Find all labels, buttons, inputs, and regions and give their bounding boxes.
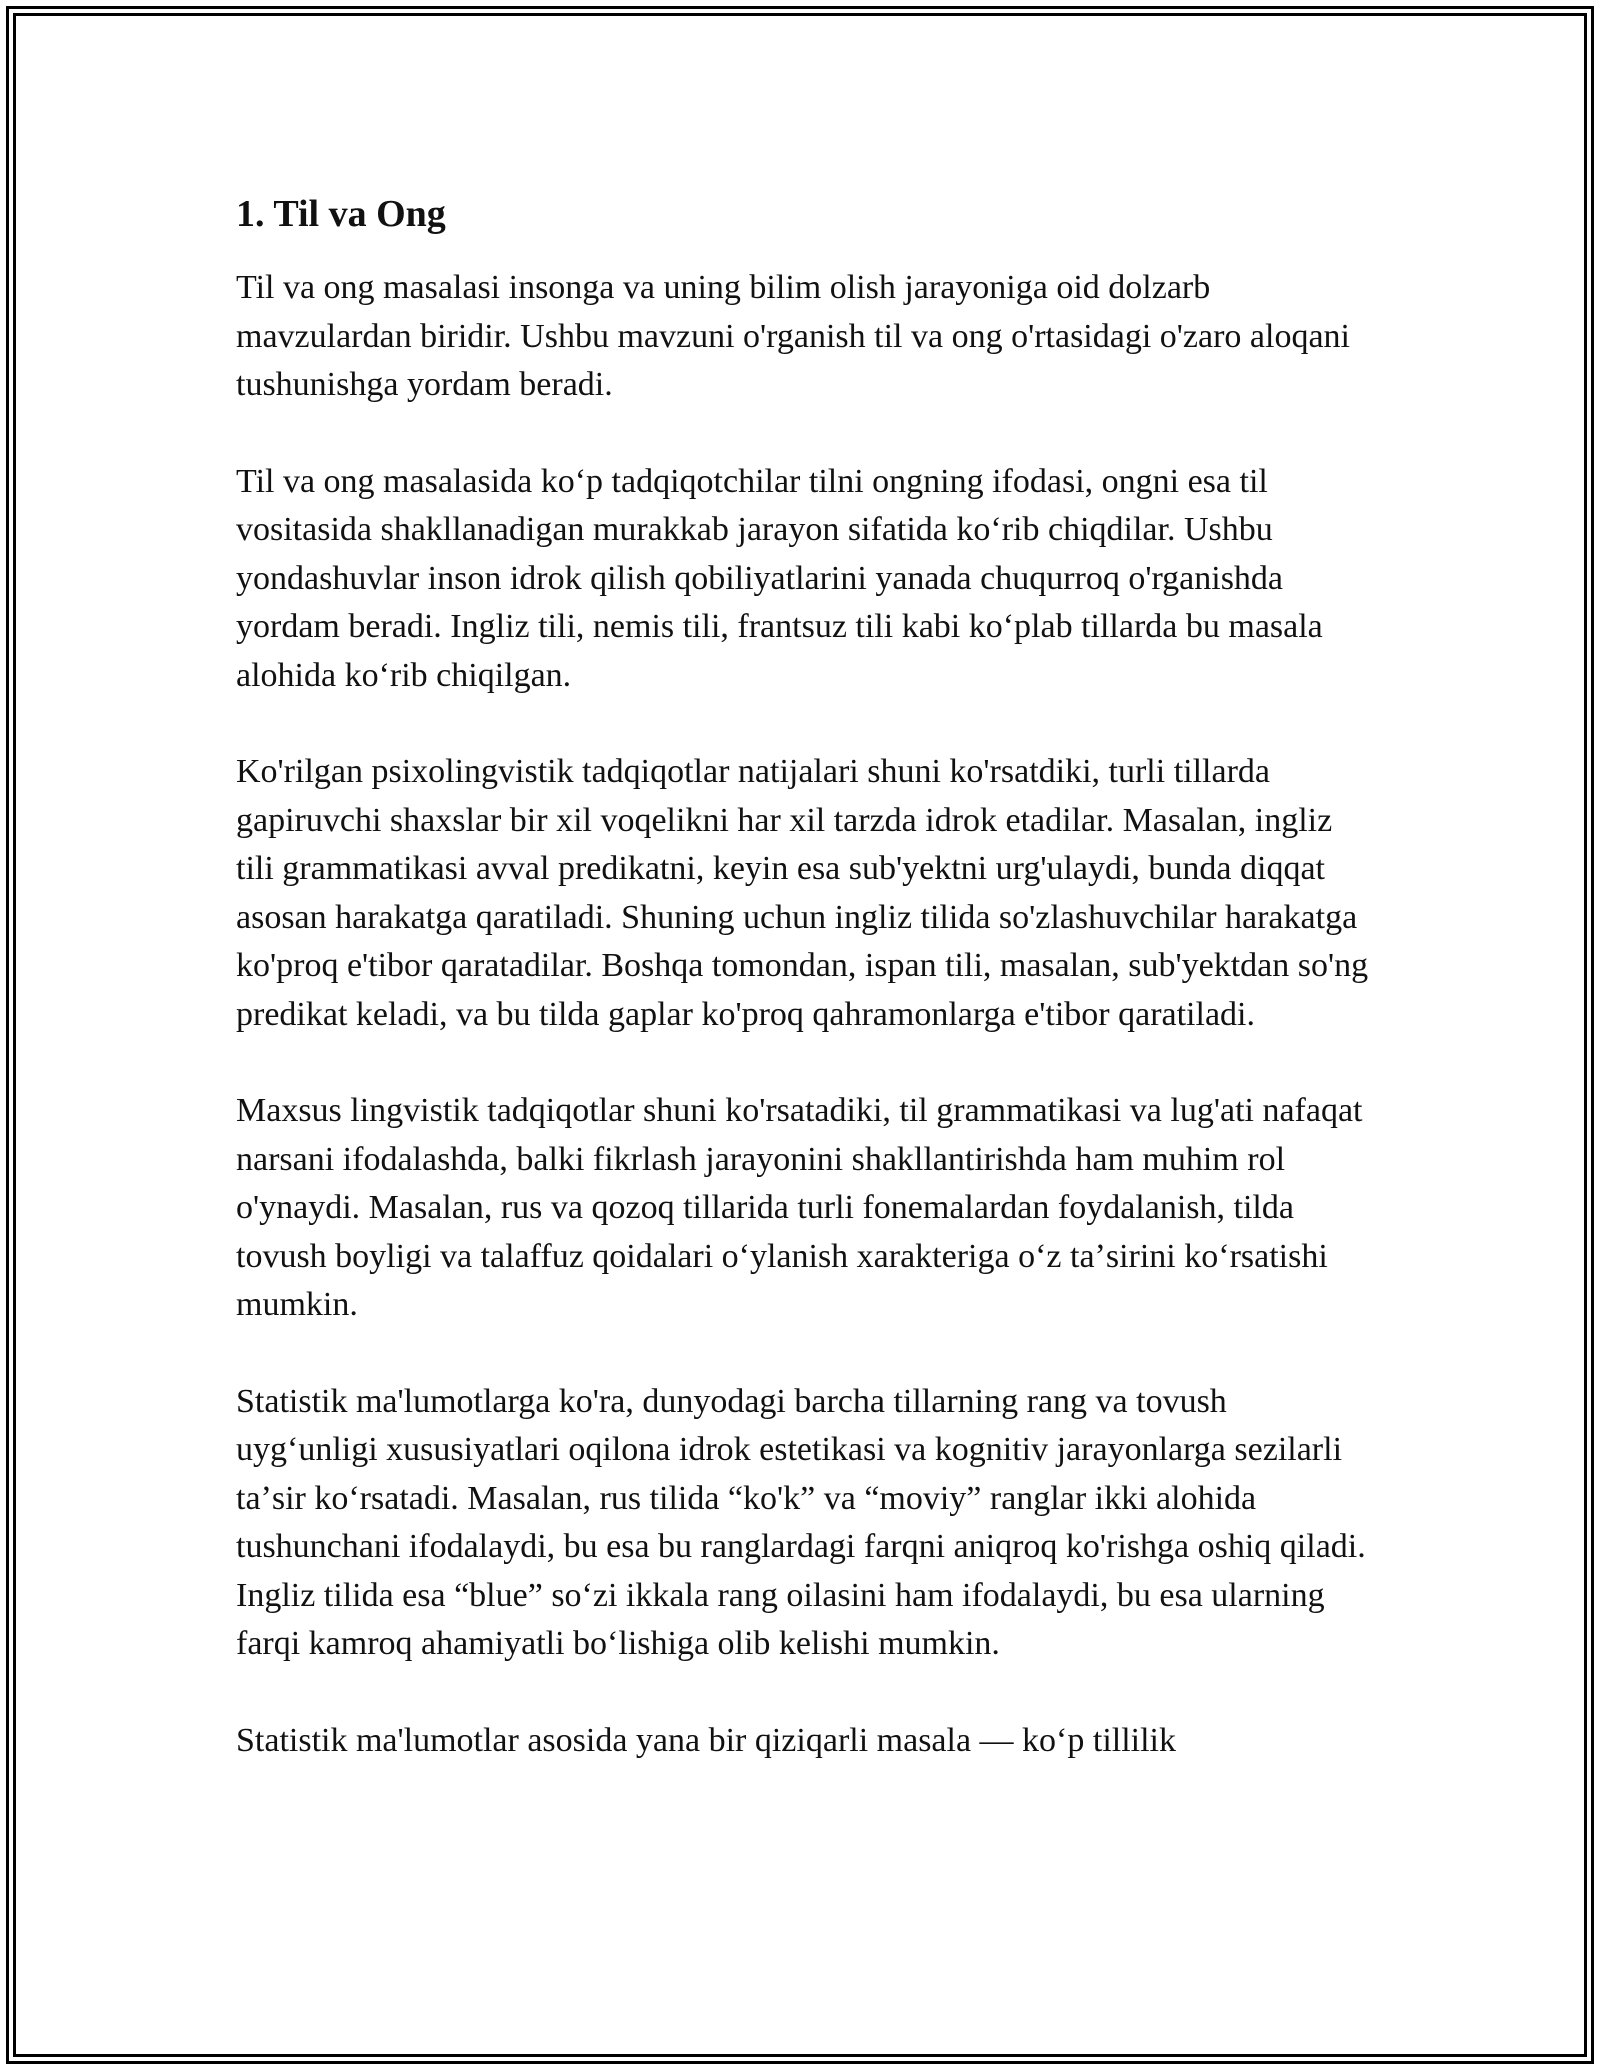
paragraph-1: Til va ong masalasi insonga va uning bilim olish jarayoniga oid dolzarb mavzulardan biridir. Ushbu mavzuni o'rganish til va ong o'rtasidagi o'zaro aloqani tushunishga yordam beradi. (236, 269, 1350, 403)
section-heading: 1. Til va Ong (236, 193, 446, 235)
paragraph-4: Maxsus lingvistik tadqiqotlar shuni ko'rsatadiki, til grammatikasi va lug'ati nafaqat narsani ifodalashda, balki fikrlash jarayonini shakllantirishda ham muhim rol o'ynaydi. Masalan, rus va qozoq tillarida turli fonemalardan foydalanish, tilda tovush boyligi va talaffuz qoidalari oʻylanish xarakteriga oʻz taʼsirini koʻrsatishi mumkin. (236, 1092, 1363, 1323)
paragraph-2: Til va ong masalasida koʻp tadqiqotchilar tilni ongning ifodasi, ongni esa til vositasida shakllanadigan murakkab jarayon sifatida koʻrib chiqdilar. Ushbu yondashuvlar inson idrok qilish qobiliyatlarini yanada chuqurroq o'rganishda yordam beradi. Ingliz tili, nemis tili, frantsuz tili kabi koʻplab tillarda bu masala alohida koʻrib chiqilgan. (236, 462, 1323, 694)
paragraph-3: Ko'rilgan psixolingvistik tadqiqotlar natijalari shuni ko'rsatdiki, turli tillarda gapiruvchi shaxslar bir xil voqelikni har xil tarzda idrok etadilar. Masalan, ingliz tili grammatikasi avval predikatni, keyin esa sub'yektni urg'ulaydi, bunda diqqat asosan harakatga qaratiladi. Shuning uchun ingliz tilida so'zlashuvchilar harakatga ko'proq e'tibor qaratadilar. Boshqa tomondan, ispan tili, masalan, sub'yektdan so'ng predikat keladi, va bu tilda gaplar ko'proq qahramonlarga e'tibor qaratiladi. (236, 753, 1369, 1033)
document-body (236, 186, 1376, 1813)
paragraph-5: Statistik ma'lumotlarga ko'ra, dunyodagi barcha tillarning rang va tovush uygʻunligi xususiyatlari oqilona idrok estetikasi va kognitiv jarayonlarga sezilarli taʼsir koʻrsatadi. Masalan, rus tilida “ko'k” va “moviy” ranglar ikki alohida tushunchani ifodalaydi, bu esa bu ranglardagi farqni aniqroq ko'rishga oshiq qiladi. Ingliz tilida esa “blue” soʻzi ikkala rang oilasini ham ifodalaydi, bu esa ularning farqi kamroq ahamiyatli boʻlishiga olib kelishi mumkin. (236, 1382, 1366, 1662)
paragraph-6: Statistik ma'lumotlar asosida yana bir qiziqarli masala — koʻp tillilik (236, 1721, 1176, 1759)
